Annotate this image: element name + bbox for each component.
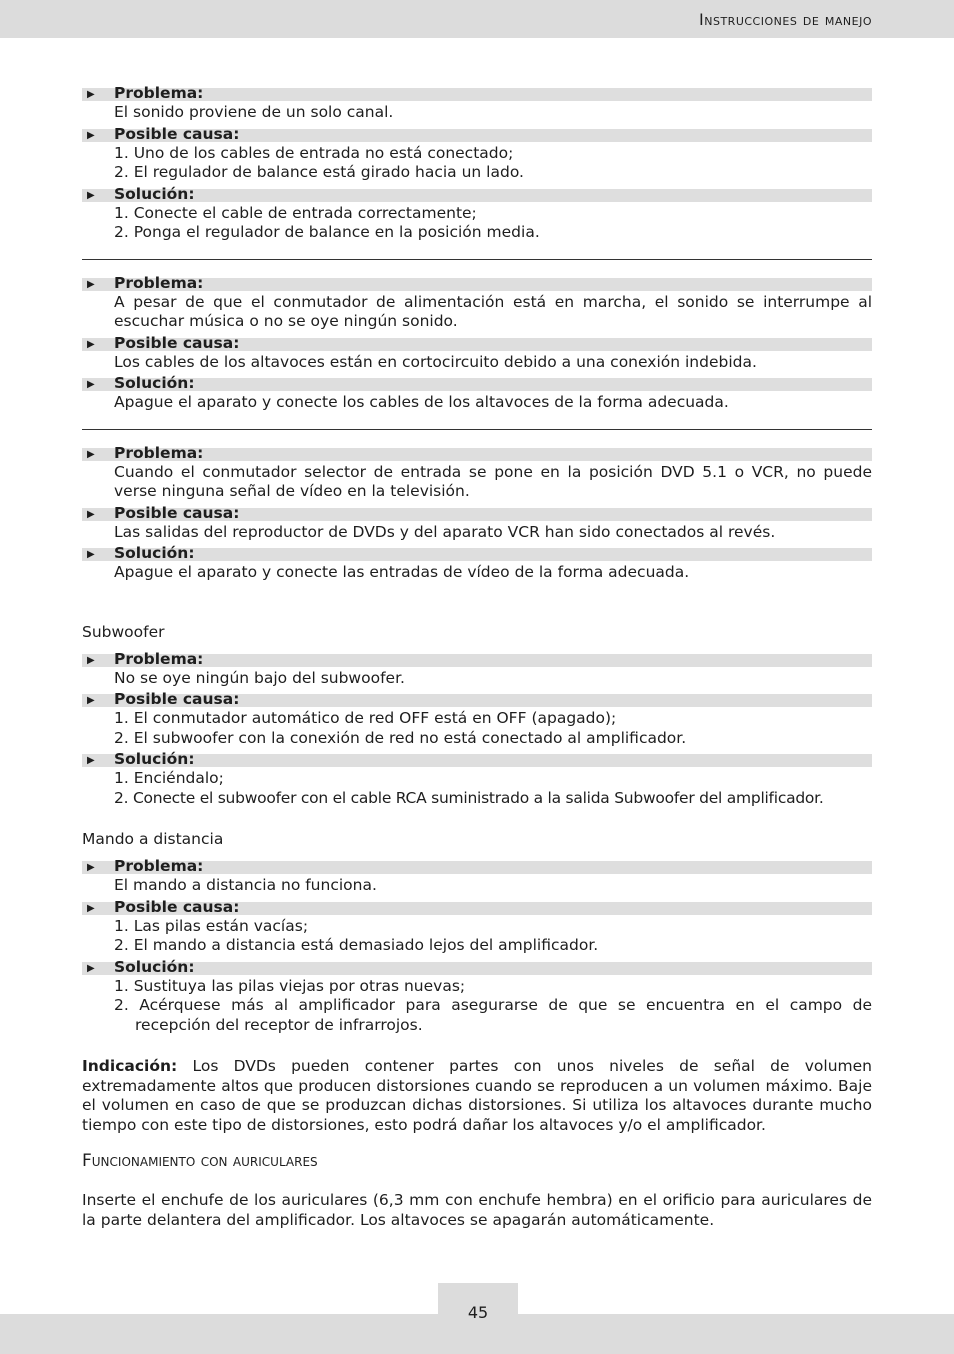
divider [82,429,872,430]
problem-row [82,857,872,875]
solution-line: 2. Acérquese más al amplificador para asegurarse de que se encuentra en el campo de recepción del receptor de infrarrojos. [114,996,872,1034]
solution-label: Solución: [114,750,195,768]
problem-label: Problema: [114,649,204,668]
solution-text [82,204,872,243]
cause-row [82,690,872,708]
triangle-right-icon: ▶ [87,862,95,873]
solution-text [82,977,872,1036]
solution-label: Solución: [114,544,195,562]
cause-text [82,917,872,956]
cause-line: 1. Las pilas están vacías; [114,916,309,935]
triangle-right-icon: ▶ [87,89,95,100]
cause-line: 2. El regulador de balance está girado hacia un lado. [114,163,524,181]
solution-label: Solución: [114,184,195,203]
note-label: Indicación: [82,1057,178,1075]
page-number: 45 [467,1303,489,1322]
solution-line: Apague el aparato y conecte los cables de los altavoces de la forma adecuada. [114,393,729,411]
cause-label: Posible causa: [114,897,240,916]
cause-label: Posible causa: [114,503,240,522]
solution-row [82,750,872,768]
solution-line: 1. Enciéndalo; [114,769,224,787]
triangle-right-icon: ▶ [87,129,95,141]
troubleshooting-block [82,273,872,413]
cause-row [82,333,872,352]
troubleshooting-block [82,443,872,583]
solution-line: 2. Conecte el subwoofer con el cable RCA suministrado a la salida Subwoofer del amplificador. [114,788,824,807]
solution-line: 2. Ponga el regulador de balance en la posición media. [114,223,540,241]
cause-text [82,144,872,183]
problem-text [82,669,872,689]
cause-label: Posible causa: [114,690,240,708]
troubleshooting-block [82,84,872,243]
problem-text [82,293,872,332]
problem-line: Cuando el conmutador selector de entrada se pone en la posición DVD 5.1 o VCR, no puede verse ninguna señal de vídeo en la televisión. [114,462,872,500]
page-content [82,86,872,1230]
note-text: Los DVDs pueden contener partes con unos niveles de señal de volumen extremadamente altos que producen distorsiones cuando se reproducen a un volumen máximo. Baje el volumen en caso de que se produzcan dichas distorsiones. Si utiliza los altavoces durante mucho tiempo con este tipo de distorsiones, esto podrá dañar los altavoces y/o el amplificador. [82,1057,872,1134]
problem-text [82,103,872,123]
cause-line: 2. El mando a distancia está demasiado lejos del amplificador. [114,936,599,954]
triangle-right-icon: ▶ [87,189,95,201]
cause-row [82,124,872,143]
solution-label: Solución: [114,957,195,976]
solution-row [82,544,872,562]
troubleshooting-block [82,649,872,809]
cause-line: 1. El conmutador automático de red OFF está en OFF (apagado); [114,709,617,727]
solution-line: 1. Sustituya las pilas viejas por otras nuevas; [114,976,466,995]
problem-row [82,443,872,462]
troubleshooting-block [82,857,872,1035]
triangle-right-icon: ▶ [87,654,95,666]
triangle-right-icon: ▶ [87,338,95,350]
problem-label: Problema: [114,443,204,462]
cause-line: 2. El subwoofer con la conexión de red no está conectado al amplificador. [114,728,687,747]
problem-line: El mando a distancia no funciona. [114,876,377,894]
subsection-heading-remote: Mando a distancia [82,830,224,848]
triangle-right-icon: ▶ [87,448,95,460]
cause-text [82,353,872,373]
triangle-right-icon: ▶ [87,755,95,766]
cause-row [82,503,872,522]
problem-text [82,876,872,896]
solution-row [82,957,872,976]
solution-row [82,184,872,203]
cause-line: Los cables de los altavoces están en cortocircuito debido a una conexión indebida. [114,352,757,371]
problem-row [82,273,872,292]
page-header-title: Instrucciones de manejo [699,10,872,29]
triangle-right-icon: ▶ [87,278,95,290]
solution-text [82,563,872,583]
solution-text [82,769,872,808]
triangle-right-icon: ▶ [87,902,95,914]
cause-line: 1. Uno de los cables de entrada no está conectado; [114,143,514,162]
cause-row [82,897,872,916]
solution-row [82,374,872,392]
note-paragraph [82,1057,872,1135]
solution-text [82,393,872,413]
problem-label: Problema: [114,273,204,292]
cause-text [82,523,872,543]
subsection-heading-subwoofer: Subwoofer [82,622,165,641]
cause-label: Posible causa: [114,333,240,352]
triangle-right-icon: ▶ [87,508,95,520]
problem-label: Problema: [114,84,204,102]
solution-line: Apague el aparato y conecte las entradas de vídeo de la forma adecuada. [114,563,690,581]
triangle-right-icon: ▶ [87,379,95,390]
cause-text [82,709,872,748]
divider [82,259,872,260]
problem-line: A pesar de que el conmutador de alimentación está en marcha, el sonido se interrumpe al escuchar música o no se oye ningún sonido. [114,292,872,330]
problem-label: Problema: [114,857,204,875]
section-title-headphones: Funcionamiento con auriculares [82,1151,318,1171]
headphones-paragraph: Inserte el enchufe de los auriculares (6,3 mm con enchufe hembra) en el orificio para auriculares de la parte delantera del amplificador. Los altavoces se apagarán automáticamente. [82,1191,872,1229]
problem-row [82,84,872,102]
cause-label: Posible causa: [114,124,240,143]
solution-label: Solución: [114,374,195,392]
problem-text [82,463,872,502]
triangle-right-icon: ▶ [87,962,95,974]
triangle-right-icon: ▶ [87,695,95,706]
problem-line: El sonido proviene de un solo canal. [114,103,394,121]
solution-line: 1. Conecte el cable de entrada correctamente; [114,203,477,222]
triangle-right-icon: ▶ [87,549,95,560]
problem-row [82,649,872,668]
cause-line: Las salidas del reproductor de DVDs y del aparato VCR han sido conectados al revés. [114,522,776,541]
problem-line: No se oye ningún bajo del subwoofer. [114,668,405,687]
